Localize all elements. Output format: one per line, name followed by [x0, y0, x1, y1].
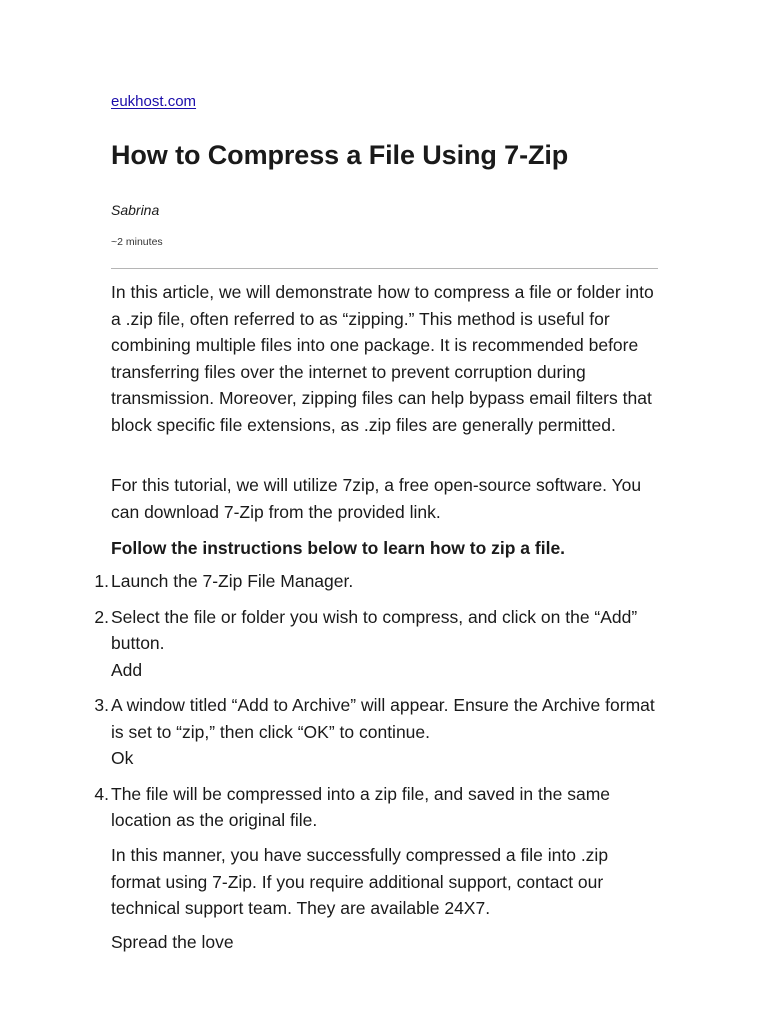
step-number: 2. — [94, 606, 109, 627]
read-time: ~2 minutes — [111, 236, 163, 248]
instructions-heading: Follow the instructions below to learn how to zip a file. — [111, 538, 566, 558]
step-text: Launch the 7-Zip File Manager. — [111, 571, 354, 591]
steps-list — [94, 568, 659, 834]
step-image-caption: Add — [111, 659, 143, 680]
divider — [111, 268, 658, 269]
spread-the-love: Spread the love — [111, 932, 234, 952]
list-item — [94, 568, 659, 595]
tool-paragraph: For this tutorial, we will utilize 7zip, a free open-source software. You can download 7-Zip from the provided link. — [111, 475, 642, 522]
list-item — [94, 604, 659, 684]
step-number: 3. — [94, 695, 109, 715]
list-item — [94, 692, 659, 772]
step-number: 4. — [94, 783, 109, 804]
step-text: The file will be compressed into a zip file, and saved in the same location as the original file. — [111, 783, 611, 830]
step-image-caption: Ok — [111, 748, 134, 768]
site-link[interactable]: eukhost.com — [111, 93, 197, 110]
article-title: How to Compress a File Using 7-Zip — [111, 140, 569, 170]
step-number: 1. — [94, 571, 109, 591]
article-author: Sabrina — [111, 202, 160, 218]
step-text: Select the file or folder you wish to compress, and click on the “Add” button. — [111, 606, 638, 653]
list-item — [94, 781, 659, 834]
outro-paragraph: In this manner, you have successfully compressed a file into .zip format using 7-Zip. If you require additional support, contact our technical support team. They are available 24X7. — [111, 845, 609, 918]
step-text: A window titled “Add to Archive” will appear. Ensure the Archive format is set to “zip,” then click “OK” to continue. — [111, 695, 655, 742]
intro-paragraph: In this article, we will demonstrate how to compress a file or folder into a .zip file, often referred to as “zipping.” This method is useful for combining multiple files into one package. It is recommended before transferring files over the internet to prevent corruption during transmission. Moreover, zipping files can help bypass email filters that block specific file extensions, as .zip files are generally permitted. — [111, 282, 654, 435]
